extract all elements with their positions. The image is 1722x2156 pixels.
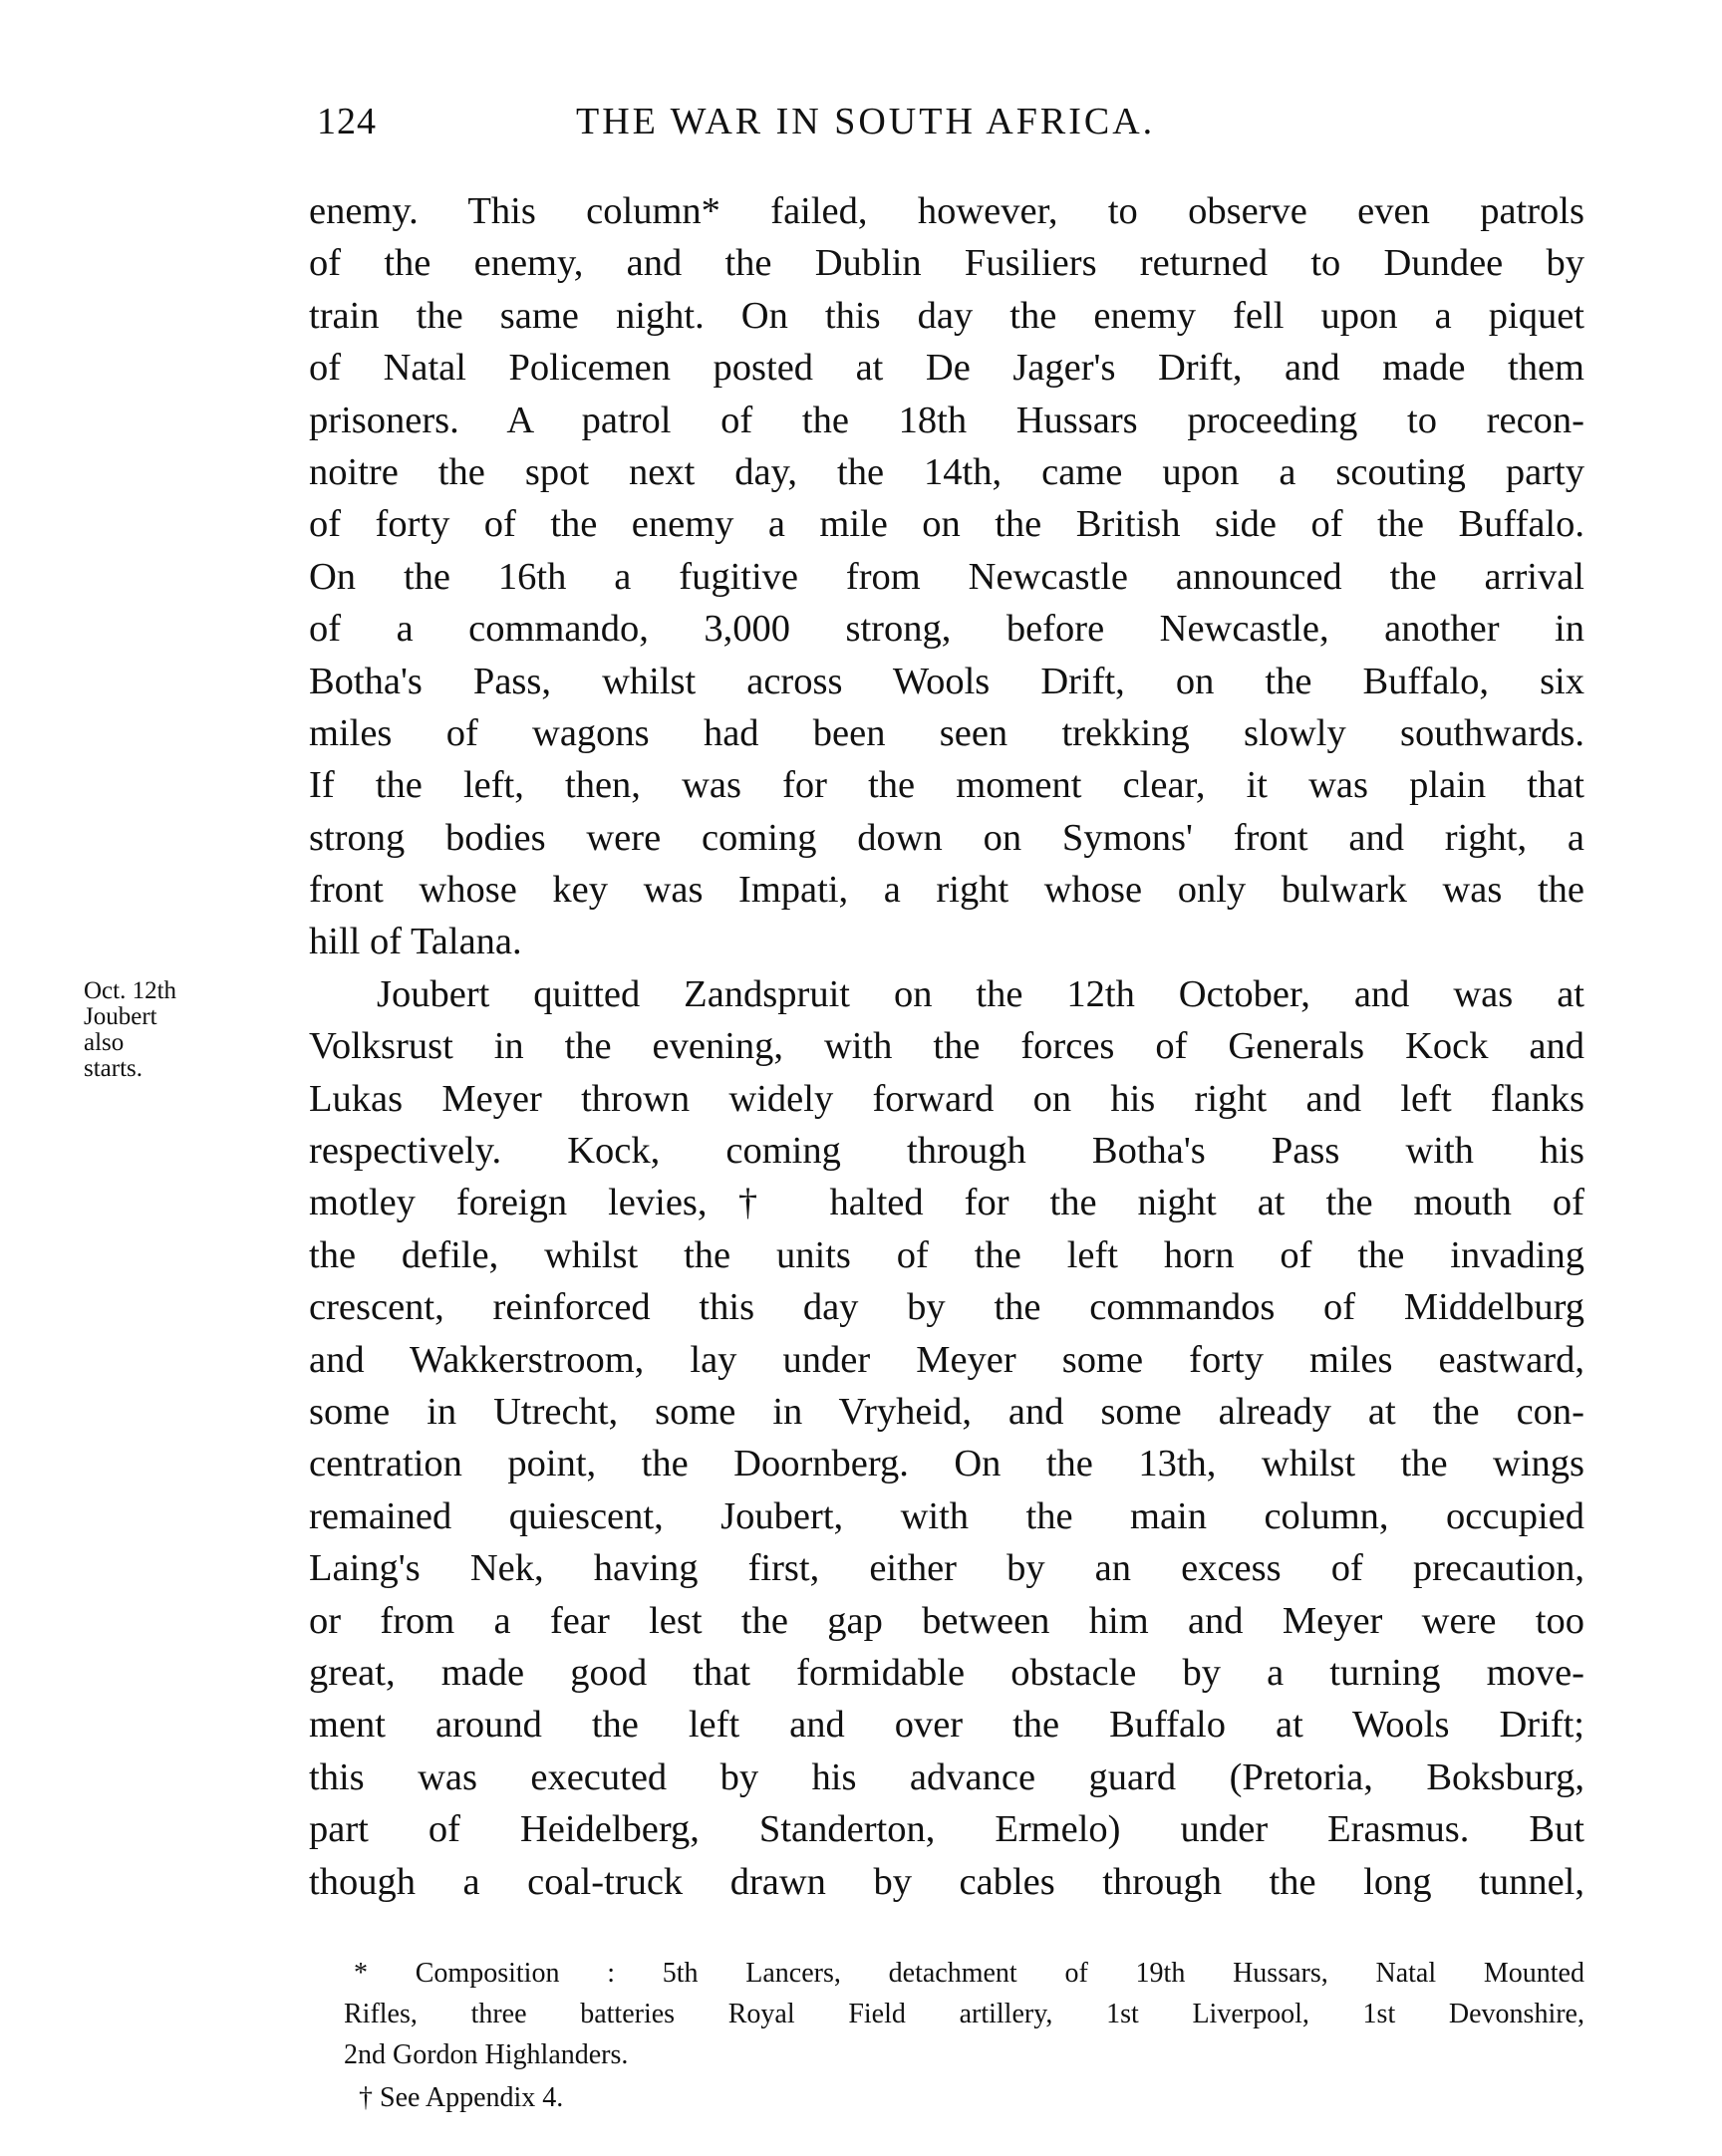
body-line: and Wakkerstroom, lay under Meyer some forty miles eastward, <box>309 1338 1584 1381</box>
body-line: of forty of the enemy a mile on the British side of the Buffalo. <box>309 503 1584 546</box>
body-line: part of Heidelberg, Standerton, Ermelo) under Erasmus. But <box>309 1808 1584 1851</box>
margin-note <box>84 978 176 1082</box>
margin-note-line: Joubert <box>84 1003 157 1030</box>
footnote-appendix: † See Appendix 4. <box>359 2082 564 2113</box>
body-line: crescent, reinforced this day by the commandos of Middelburg <box>309 1286 1584 1329</box>
page-number: 124 <box>317 101 377 142</box>
footnote-line: 2nd Gordon Highlanders. <box>344 2039 629 2070</box>
body-line: hill of Talana. <box>309 921 522 963</box>
body-line: though a coal-truck drawn by cables through the long tunnel, <box>309 1860 1584 1903</box>
body-line: respectively. Kock, coming through Botha's Pass with his <box>309 1130 1584 1173</box>
body-line: the defile, whilst the units of the left horn of the invading <box>309 1233 1584 1276</box>
body-line: of a commando, 3,000 strong, before Newcastle, another in <box>309 608 1584 651</box>
body-line: Volksrust in the evening, with the forces of Generals Kock and <box>309 1025 1584 1068</box>
body-text <box>309 185 1584 1908</box>
body-line: train the same night. On this day the enemy fell upon a piquet <box>309 294 1584 337</box>
body-line: miles of wagons had been seen trekking slowly southwards. <box>309 711 1584 754</box>
body-line: Botha's Pass, whilst across Wools Drift, on the Buffalo, six <box>309 660 1584 702</box>
body-line: noitre the spot next day, the 14th, came upon a scouting party <box>309 450 1584 493</box>
body-line: enemy. This column* failed, however, to observe even patrols <box>309 190 1584 232</box>
body-line: of the enemy, and the Dublin Fusiliers returned to Dundee by <box>309 242 1584 285</box>
footnote-line: Rifles, three batteries Royal Field artillery, 1st Liverpool, 1st Devonshire, <box>344 1999 1584 2029</box>
body-line: Laing's Nek, having first, either by an excess of precaution, <box>309 1547 1584 1590</box>
running-title: THE WAR IN SOUTH AFRICA. <box>576 101 1156 142</box>
body-line: If the left, then, was for the moment clear, it was plain that <box>309 764 1584 807</box>
footnote-line: * Composition : 5th Lancers, detachment of 19th Hussars, Natal Mounted <box>354 1958 1584 1989</box>
body-line: Lukas Meyer thrown widely forward on his right and left flanks <box>309 1077 1584 1120</box>
body-line: prisoners. A patrol of the 18th Hussars proceeding to recon- <box>309 399 1584 441</box>
body-line: great, made good that formidable obstacle by a turning move- <box>309 1651 1584 1694</box>
body-line: On the 16th a fugitive from Newcastle announced the arrival <box>309 555 1584 598</box>
body-line: remained quiescent, Joubert, with the main column, occupied <box>309 1494 1584 1537</box>
margin-note-line: Oct. 12th <box>84 977 177 1004</box>
margin-note-line: also <box>84 1029 125 1056</box>
body-line: ment around the left and over the Buffalo at Wools Drift; <box>309 1704 1584 1747</box>
body-line: strong bodies were coming down on Symons' front and right, a <box>309 816 1584 859</box>
body-line: some in Utrecht, some in Vryheid, and some already at the con- <box>309 1390 1584 1433</box>
body-line: of Natal Policemen posted at De Jager's Drift, and made them <box>309 347 1584 390</box>
margin-note-line: starts. <box>84 1055 144 1082</box>
body-line: Joubert quitted Zandspruit on the 12th October, and was at <box>377 972 1584 1015</box>
body-line: or from a fear lest the gap between him and Meyer were too <box>309 1599 1584 1642</box>
body-line: centration point, the Doornberg. On the 13th, whilst the wings <box>309 1443 1584 1485</box>
body-line: front whose key was Impati, a right whose only bulwark was the <box>309 869 1584 912</box>
body-line: motley foreign levies,† halted for the night at the mouth of <box>309 1182 1584 1224</box>
body-line: this was executed by his advance guard (Pretoria, Boksburg, <box>309 1755 1584 1798</box>
footnote-composition <box>344 1953 1584 2075</box>
